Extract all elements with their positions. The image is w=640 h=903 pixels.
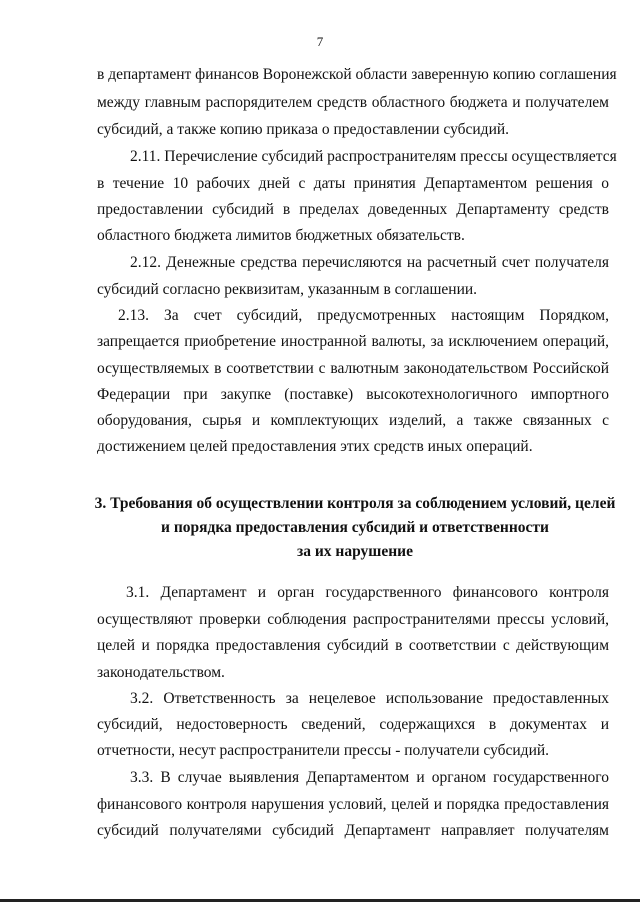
paragraph-line: финансового контроля нарушения условий, целей и порядка предоставления (97, 796, 609, 813)
paragraph-line: отчетности, несут распространители прессы - получатели субсидий. (97, 742, 550, 759)
section-heading-line: 3. Требования об осуществлении контроля за соблюдением условий, целей (94, 495, 616, 512)
section-heading-line: за их нарушение (297, 543, 413, 560)
paragraph-line: субсидий согласно реквизитам, указанным в соглашении. (97, 281, 478, 298)
paragraph-line: 3.2. Ответственность за нецелевое использование предоставленных (130, 690, 609, 707)
paragraph-line: Федерации при закупке (поставке) высокотехнологичного импортного (97, 386, 609, 403)
scan-bottom-edge (0, 899, 640, 902)
paragraph-line: оборудования, сырья и комплектующих изделий, а также связанных с (97, 412, 609, 429)
paragraph-line: осуществляемых в соответствии с валютным законодательством Российской (97, 360, 609, 377)
paragraph-line: 2.12. Денежные средства перечисляются на расчетный счет получателя (130, 254, 609, 271)
paragraph-line: предоставлении субсидий в пределах доведенных Департаменту средств (97, 201, 609, 218)
section-heading-line: и порядка предоставления субсидий и ответственности (161, 519, 549, 536)
paragraph-line: законодательством. (97, 664, 225, 681)
page-number: 7 (316, 34, 324, 49)
paragraph-line: целей и порядка предоставления субсидий в соответствии с действующим (97, 637, 609, 654)
paragraph-line: запрещается приобретение иностранной валюты, за исключением операций, (97, 333, 609, 350)
paragraph-line: между главным распорядителем средств областного бюджета и получателем (97, 94, 609, 111)
paragraph-line: 3.3. В случае выявления Департаментом и органом государственного (130, 769, 609, 786)
paragraph-line: областного бюджета лимитов бюджетных обязательств. (97, 227, 465, 244)
paragraph-line: 2.11. Перечисление субсидий распространителям прессы осуществляется (130, 148, 617, 165)
paragraph-line: в течение 10 рабочих дней с даты принятия Департаментом решения о (97, 175, 609, 192)
paragraph-line: субсидий, недостоверность сведений, содержащихся в документах и (97, 716, 609, 733)
paragraph-line: субсидий получателями субсидий Департамент направляет получателям (97, 822, 609, 839)
paragraph-line: субсидий, а также копию приказа о предоставлении субсидий. (97, 121, 510, 138)
paragraph-line: в департамент финансов Воронежской области заверенную копию соглашения (97, 66, 617, 83)
paragraph-line: достижением целей предоставления этих средств иных операций. (97, 438, 533, 455)
paragraph-line: 3.1. Департамент и орган государственного финансового контроля (126, 584, 609, 601)
paragraph-line: 2.13. За счет субсидий, предусмотренных настоящим Порядком, (118, 307, 609, 324)
paragraph-line: осуществляют проверки соблюдения распространителями прессы условий, (97, 611, 609, 628)
